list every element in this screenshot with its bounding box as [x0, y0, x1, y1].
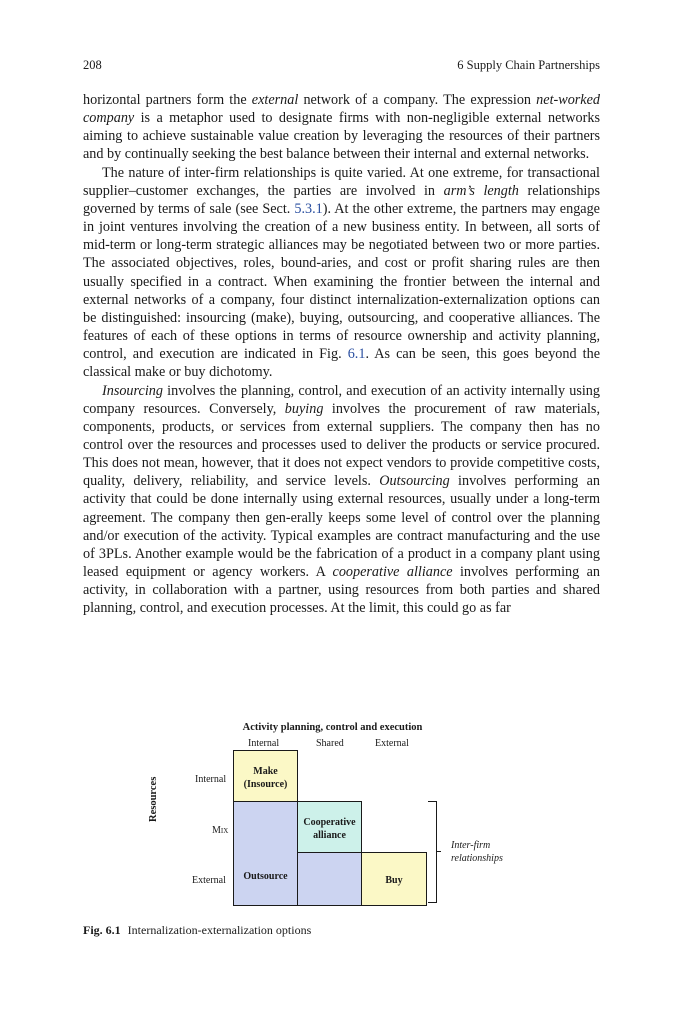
make-insource-cell: Make (Insource): [233, 750, 298, 802]
paragraph-3: [83, 382, 600, 618]
text-run: involves performing an activity, in collaboration with a partner, using resources from both parties and shared planning, control, and execution processes. At the limit, this could go as far: [83, 564, 600, 617]
column-label-external: External: [375, 738, 409, 749]
text-emphasis: external: [251, 92, 299, 108]
text-run: . As can be seen, this goes beyond the classical make or buy dichotomy.: [83, 346, 600, 381]
text-run: involves the procurement of raw materials, components, products, or services from external suppliers. The company then has no control over the resources and processes used to deliver the products or service procured. This does not mean, however, that it does not expect vendors to provide competitive costs, quality, delivery, reliability, and service levels.: [83, 400, 600, 490]
row-label-mix: Mix: [212, 825, 229, 836]
body-text: [83, 91, 600, 618]
text-run: horizontal partners form the: [83, 92, 252, 108]
figure-link[interactable]: 6.1: [347, 346, 366, 363]
chapter-title: 6 Supply Chain Partnerships: [457, 58, 600, 72]
page-number: 208: [83, 58, 102, 72]
text-emphasis: Outsourcing: [379, 473, 450, 490]
column-label-internal: Internal: [248, 738, 280, 749]
resources-axis-label: Resources: [148, 776, 159, 822]
buy-cell: Buy: [361, 852, 427, 906]
inter-firm-brace: [428, 801, 437, 903]
outsource-cell-lower-middle: [297, 852, 362, 906]
text-emphasis: Insourcing: [102, 382, 163, 399]
text-emphasis: net-worked company: [83, 92, 600, 127]
text-emphasis: cooperative alliance: [332, 564, 453, 581]
row-label-external: External: [192, 875, 226, 886]
text-run: is a metaphor used to designate firms with non-negligible external networks aiming to achieve sustainable value creation by leveraging the resources of their partners and by continually seeking the best balance between their internal and external networks.: [83, 110, 600, 163]
paragraph-1: [83, 91, 600, 164]
figure-caption: [83, 923, 311, 938]
outsource-label: Outsource: [243, 871, 288, 882]
text-emphasis: arm’s length: [443, 182, 519, 199]
inter-firm-brace-tick: [437, 851, 441, 852]
text-run: involves performing an activity that could be done internally using external resources, usually under a long-term agreement. The company then gen-erally keeps some level of control over the planning and/or execution of the activity. Typical examples are contract manufacturing and the use of 3PLs. Another example would be the fabrication of a product in a company plant using leased equipment or agency workers. A: [83, 473, 600, 581]
figure-caption-text: Internalization-externalization options: [127, 923, 312, 937]
figure-column-title: Activity planning, control and execution: [242, 722, 423, 733]
figure-caption-label: Fig. 6.1: [83, 923, 121, 937]
inter-firm-relationships-label: Inter-firm relationships: [451, 840, 503, 864]
cooperative-alliance-cell: Cooperative alliance: [297, 801, 362, 853]
text-emphasis: buying: [284, 400, 324, 417]
text-run: relationships governed by terms of sale (see Sect.: [83, 182, 600, 217]
paragraph-2: [83, 164, 600, 382]
text-run: network of a company. The expression: [298, 92, 537, 108]
text-run: involves the planning, control, and execution of an activity internally using company resources. Conversely,: [83, 382, 600, 417]
figure-internalization-options: [148, 718, 530, 913]
column-label-shared: Shared: [316, 738, 344, 749]
text-run: ). At the other extreme, the partners may engage in joint ventures involving the creation of a new business entity. In between, all sorts of mid-term or long-term strategic alliances may be negotiated between two or more parties. The associated objectives, roles, bound-aries, and cost or profit sharing rules are then usually specified in a contract. When examining the frontier between the internal and external networks of a company, four distinct internalization-externalization options can be distinguished: insourcing (make), buying, outsourcing, and cooperative alliances. The features of each of these options in terms of resource ownership and activity planning, control, and execution are indicated in Fig.: [83, 200, 600, 363]
outsource-cell-lower-left: [233, 801, 298, 906]
row-label-internal: Internal: [195, 774, 227, 785]
section-link[interactable]: 5.3.1: [294, 200, 323, 217]
text-run: The nature of inter-firm relationships is quite varied. At one extreme, for transactional supplier–customer exchanges, the parties are involved in: [83, 164, 600, 199]
